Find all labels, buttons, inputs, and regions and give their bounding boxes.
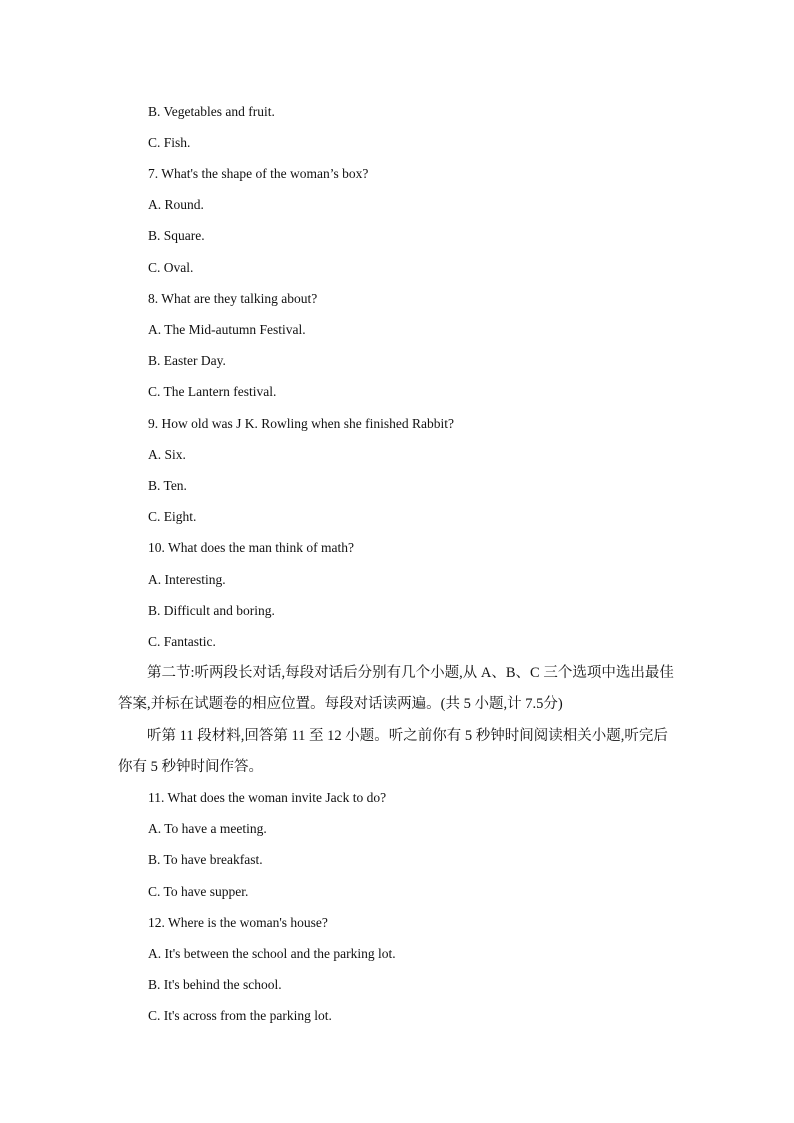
section2-instruction-text: 第二节:听两段长对话,每段对话后分别有几个小题,从 A、B、C 三个选项中选出最佳答案,并标在试题卷的相应位置。每段对话读两遍。(共 5 小题,计 7.5分) bbox=[118, 665, 674, 712]
q12-question: 12. Where is the woman's house? bbox=[148, 915, 328, 930]
q7-option-c: C. Oval. bbox=[148, 260, 194, 275]
q8-question: 8. What are they talking about? bbox=[148, 291, 318, 306]
section2-material-text: 听第 11 段材料,回答第 11 至 12 小题。听之前你有 5 秒钟时间阅读相关小题,听完后你有 5 秒钟时间作答。 bbox=[118, 728, 668, 775]
q11-option-a: A. To have a meeting. bbox=[148, 821, 267, 836]
q8-option-b: B. Easter Day. bbox=[148, 353, 226, 368]
q12-option-c: C. It's across from the parking lot. bbox=[148, 1008, 332, 1023]
q7-option-a: A. Round. bbox=[148, 197, 204, 212]
q10-option-b: B. Difficult and boring. bbox=[148, 603, 275, 618]
q6-option-b: B. Vegetables and fruit. bbox=[148, 104, 275, 119]
section2-instruction bbox=[118, 658, 678, 720]
q8-option-a: A. The Mid-autumn Festival. bbox=[148, 322, 306, 337]
q9-option-a: A. Six. bbox=[148, 447, 186, 462]
q10-option-c: C. Fantastic. bbox=[148, 634, 216, 649]
q9-option-c: C. Eight. bbox=[148, 509, 197, 524]
q11-question: 11. What does the woman invite Jack to do? bbox=[148, 790, 387, 805]
q7-option-b: B. Square. bbox=[148, 228, 205, 243]
section2-material bbox=[118, 721, 678, 783]
q12-option-b: B. It's behind the school. bbox=[148, 977, 282, 992]
q9-option-b: B. Ten. bbox=[148, 478, 187, 493]
q10-option-a: A. Interesting. bbox=[148, 572, 226, 587]
q9-question: 9. How old was J K. Rowling when she finished Rabbit? bbox=[148, 416, 454, 431]
q11-option-b: B. To have breakfast. bbox=[148, 852, 263, 867]
q6-option-c: C. Fish. bbox=[148, 135, 191, 150]
q7-question: 7. What's the shape of the woman’s box? bbox=[148, 166, 369, 181]
q11-option-c: C. To have supper. bbox=[148, 884, 249, 899]
q12-option-a: A. It's between the school and the parking lot. bbox=[148, 946, 396, 961]
q8-option-c: C. The Lantern festival. bbox=[148, 384, 277, 399]
q10-question: 10. What does the man think of math? bbox=[148, 540, 354, 555]
